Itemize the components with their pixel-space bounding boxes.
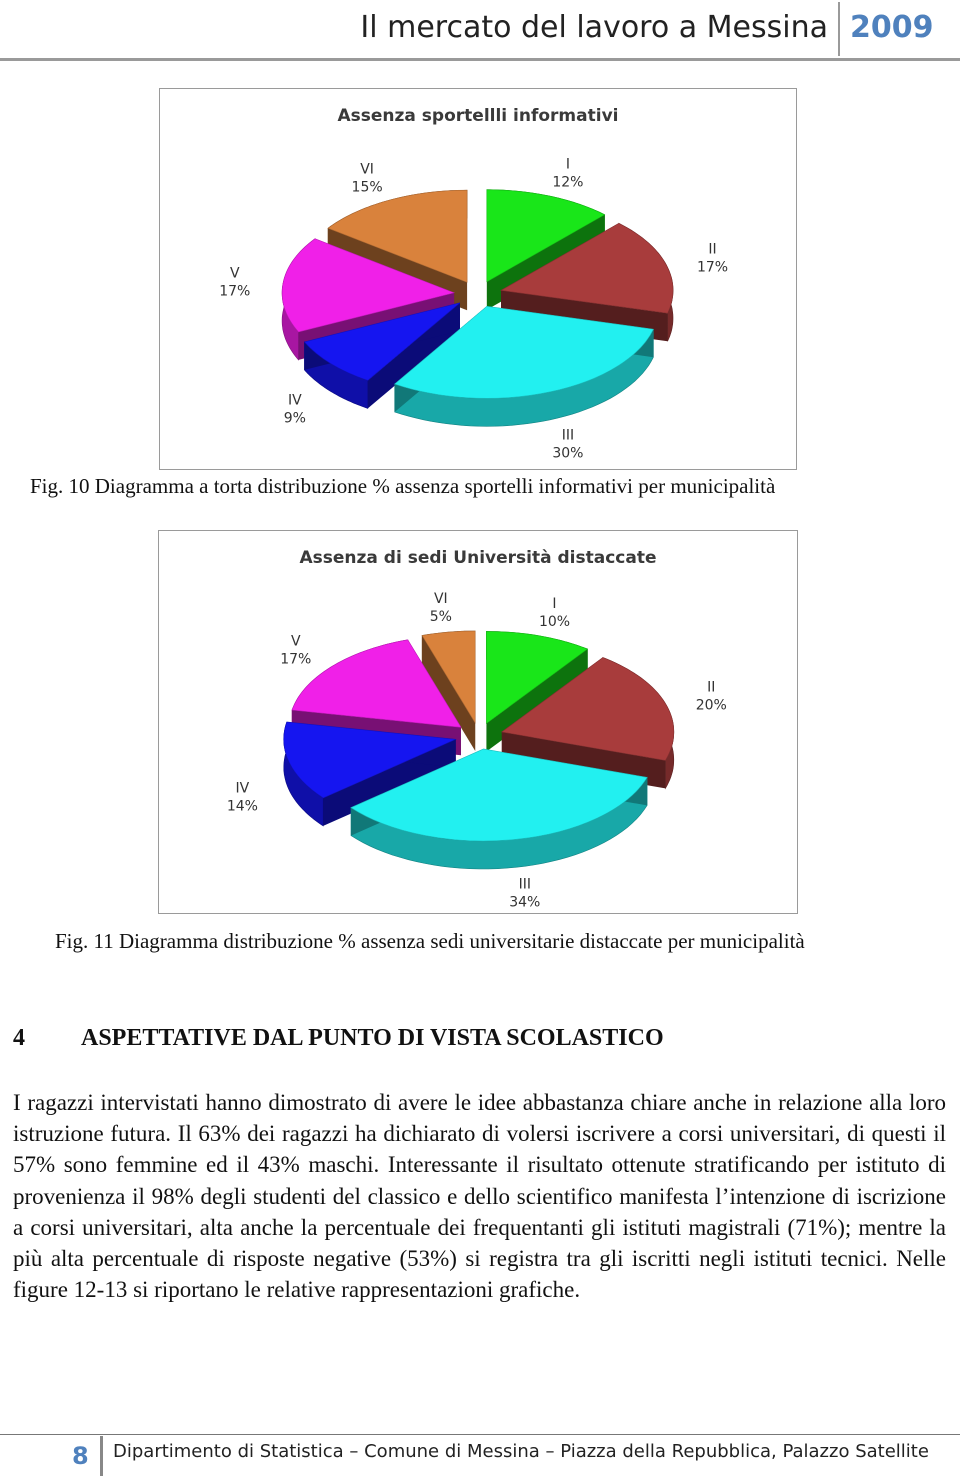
pie-chart-1-svg <box>160 89 796 469</box>
slice-value-label: 9% <box>283 410 306 427</box>
header-rule <box>0 58 960 61</box>
page-footer <box>0 1428 960 1477</box>
page-number: 8 <box>72 1442 89 1470</box>
footer-rule <box>0 1434 960 1435</box>
figure-11-caption: Fig. 11 Diagramma distribuzione % assenza sedi universitarie distaccate per municipalità <box>55 929 805 953</box>
slice-value-label: 20% <box>695 697 727 714</box>
pie-chart-1 <box>159 88 797 470</box>
chart-title: Assenza di sedi Università distaccate <box>299 548 657 568</box>
slice-category-label: VI <box>433 591 448 607</box>
header-year: 2009 <box>850 10 934 45</box>
pie-chart-2 <box>158 530 798 914</box>
slice-value-label: 15% <box>351 179 383 196</box>
slice-value-label: 17% <box>280 651 312 668</box>
slice-value-label: 34% <box>509 894 541 911</box>
slice-category-label: V <box>291 633 301 650</box>
slice-value-label: 10% <box>538 613 571 630</box>
slice-category-label: III <box>518 876 531 893</box>
slice-value-label: 14% <box>226 798 258 815</box>
slice-category-label: II <box>708 241 717 258</box>
pie-tops <box>282 190 673 399</box>
header-divider <box>838 2 840 56</box>
slice-value-label: 5% <box>429 609 452 625</box>
slice-category-label: I <box>552 595 557 612</box>
slice-value-label: 17% <box>219 283 251 300</box>
section-number: 4 <box>13 1025 25 1051</box>
chart-title: Assenza sportellli informativi <box>337 106 619 126</box>
section-heading <box>13 1025 664 1052</box>
slice-category-label: V <box>230 265 240 282</box>
slice-category-label: IV <box>287 392 302 409</box>
slice-category-label: IV <box>235 780 250 797</box>
slice-category-label: VI <box>360 161 374 178</box>
slice-category-label: II <box>707 679 716 696</box>
pie-chart-2-svg <box>159 531 797 913</box>
slice-value-label: 12% <box>552 174 584 191</box>
section-title: ASPETTATIVE DAL PUNTO DI VISTA SCOLASTICO <box>81 1025 664 1051</box>
body-paragraph: I ragazzi intervistati hanno dimostrato di avere le idee abbastanza chiare anche in relazione alla loro istruzione futura. Il 63% dei ragazzi ha dichiarato di volersi iscrivere a corsi universitari, di questi il 57% sono femmine ed il 43% maschi. Interessante il risultato ottenute stratificando per istituto di provenienza il 98% degli studenti del classico e dello scientifico manifesta l’intenzione di iscrizione a corsi universitari, alta anche la percentuale dei frequentanti gli istituti magistrali (71%); mentre la più alta percentuale di risposte negative (53%) si registra tra gli iscritti negli istituti tecnici. Nelle figure 12-13 si riportano le relative rappresentazioni grafiche. <box>13 1090 946 1303</box>
header-title: Il mercato del lavoro a Messina <box>360 10 828 45</box>
figure-10-caption: Fig. 10 Diagramma a torta distribuzione % assenza sportelli informativi per municipalità <box>30 474 776 498</box>
slice-category-label: I <box>565 156 570 173</box>
footer-divider <box>100 1436 103 1476</box>
slice-category-label: III <box>561 427 575 444</box>
slice-value-label: 30% <box>552 445 584 462</box>
footer-text: Dipartimento di Statistica – Comune di Messina – Piazza della Repubblica, Palazzo Satellite <box>113 1441 929 1462</box>
slice-value-label: 17% <box>696 259 729 276</box>
page-header <box>0 0 960 62</box>
